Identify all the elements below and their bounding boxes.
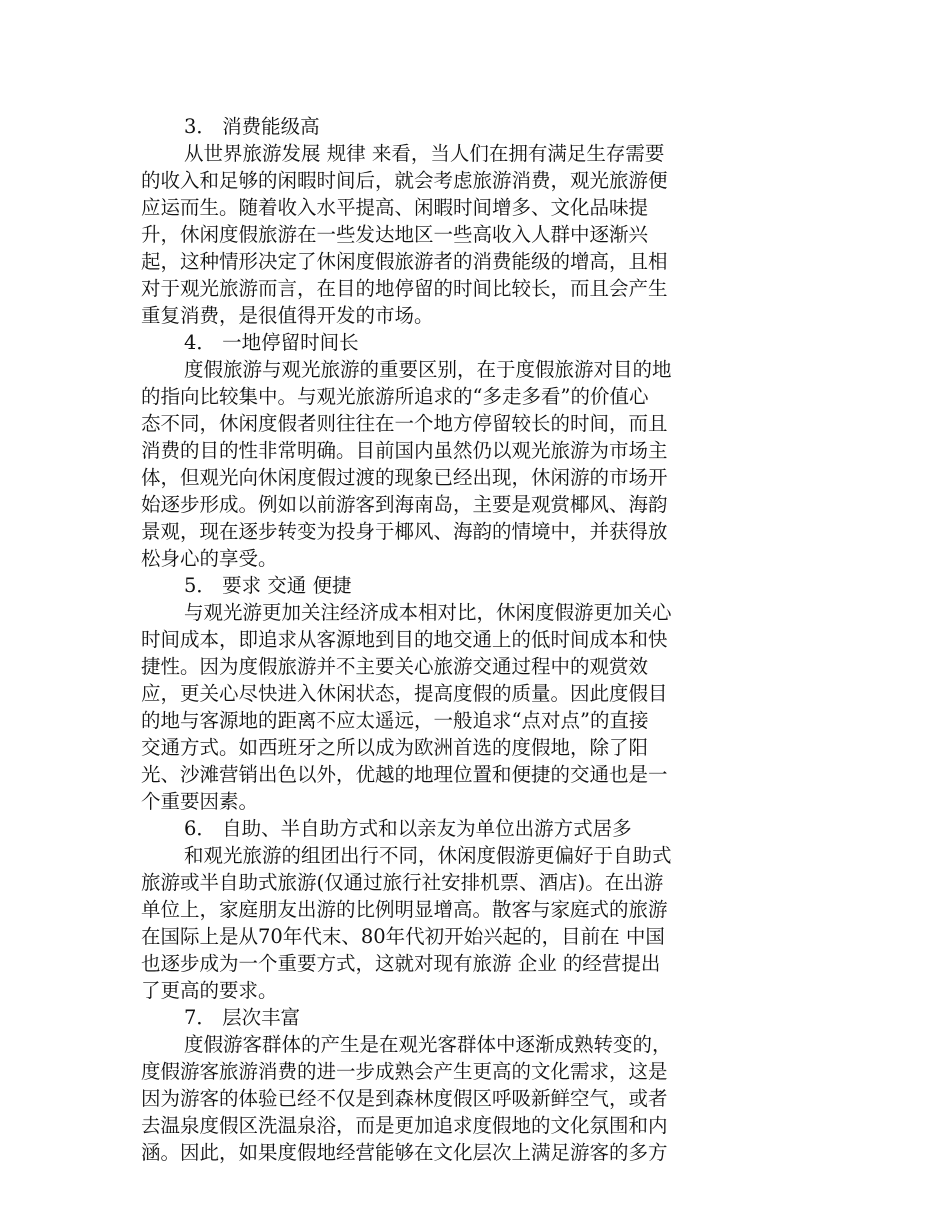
paragraph-line: 捷性。因为度假旅游并不主要关心旅游交通过程中的观赏效 — [141, 655, 649, 678]
paragraph-line: 个重要因素。 — [141, 790, 259, 813]
paragraph-line: 对于观光旅游而言，在目的地停留的时间比较长，而且会产生 — [141, 277, 668, 300]
paragraph-line: 旅游或半自助式旅游(仅通过旅行社安排机票、酒店)。在出游 — [141, 871, 664, 894]
paragraph-line: 升，休闲度假旅游在一些发达地区一些高收入人群中逐渐兴 — [141, 223, 649, 246]
paragraph-line: 从世界旅游发展 规律 来看，当人们在拥有满足生存需要 — [184, 142, 665, 165]
section-stay-duration — [141, 329, 741, 572]
paragraph-line: 和观光旅游的组团出行不同，休闲度假游更偏好于自助式 — [184, 844, 672, 867]
paragraph-line: 在国际上是从70年代末、80年代初开始兴起的，目前在 中国 — [141, 925, 665, 948]
paragraph-line: 单位上，家庭朋友出游的比例明显增高。散客与家庭式的旅游 — [141, 898, 668, 921]
paragraph-line: 态不同，休闲度假者则往往在一个地方停留较长的时间，而且 — [141, 412, 668, 435]
section-heading: 4． 一地停留时间长 — [184, 331, 359, 354]
section-heading: 3． 消费能级高 — [184, 115, 320, 138]
paragraph-line: 的地与客源地的距离不应太遥远，一般追求“点对点”的直接 — [141, 709, 649, 732]
section-rich-levels — [141, 1004, 741, 1166]
paragraph-line: 去温泉度假区洗温泉浴，而是更加追求度假地的文化氛围和内 — [141, 1114, 668, 1137]
section-self-guided — [141, 815, 741, 1004]
paragraph-line: 景观，现在逐步转变为投身于椰风、海韵的情境中，并获得放 — [141, 520, 668, 543]
paragraph-line: 也逐步成为一个重要方式，这就对现有旅游 企业 的经营提出 — [141, 952, 661, 975]
paragraph-line: 消费的目的性非常明确。目前国内虽然仍以观光旅游为市场主 — [141, 439, 668, 462]
paragraph-line: 应运而生。随着收入水平提高、闲暇时间增多、文化品味提 — [141, 196, 649, 219]
paragraph-line: 涵。因此，如果度假地经营能够在文化层次上满足游客的多方 — [141, 1141, 668, 1164]
section-heading: 6． 自助、半自助方式和以亲友为单位出游方式居多 — [184, 817, 632, 840]
paragraph-line: 与观光游更加关注经济成本相对比，休闲度假游更加关心 — [184, 601, 672, 624]
section-transport — [141, 572, 741, 815]
section-consumption-level — [141, 113, 741, 329]
paragraph-line: 始逐步形成。例如以前游客到海南岛，主要是观赏椰风、海韵 — [141, 493, 668, 516]
section-heading: 5． 要求 交通 便捷 — [184, 574, 352, 597]
paragraph-line: 光、沙滩营销出色以外，优越的地理位置和便捷的交通也是一 — [141, 763, 668, 786]
paragraph-line: 体，但观光向休闲度假过渡的现象已经出现，休闲游的市场开 — [141, 466, 668, 489]
paragraph-line: 时间成本，即追求从客源地到目的地交通上的低时间成本和快 — [141, 628, 668, 651]
paragraph-line: 度假游客群体的产生是在观光客群体中逐渐成熟转变的， — [184, 1033, 672, 1056]
paragraph-line: 应，更关心尽快进入休闲状态，提高度假的质量。因此度假目 — [141, 682, 668, 705]
paragraph-line: 交通方式。如西班牙之所以成为欧洲首选的度假地，除了阳 — [141, 736, 649, 759]
paragraph-line: 的收入和足够的闲暇时间后，就会考虑旅游消费，观光旅游便 — [141, 169, 668, 192]
paragraph-line: 度假游客旅游消费的进一步成熟会产生更高的文化需求，这是 — [141, 1060, 668, 1083]
paragraph-line: 因为游客的体验已经不仅是到森林度假区呼吸新鲜空气，或者 — [141, 1087, 668, 1110]
paragraph-line: 的指向比较集中。与观光旅游所追求的“多走多看”的价值心 — [141, 385, 649, 408]
paragraph-line: 起，这种情形决定了休闲度假旅游者的消费能级的增高，且相 — [141, 250, 668, 273]
section-heading: 7． 层次丰富 — [184, 1006, 301, 1029]
document-body — [141, 113, 741, 1166]
paragraph-line: 度假旅游与观光旅游的重要区别，在于度假旅游对目的地 — [184, 358, 672, 381]
paragraph-line: 重复消费，是很值得开发的市场。 — [141, 304, 434, 327]
paragraph-line: 了更高的要求。 — [141, 979, 278, 1002]
paragraph-line: 松身心的享受。 — [141, 547, 278, 570]
